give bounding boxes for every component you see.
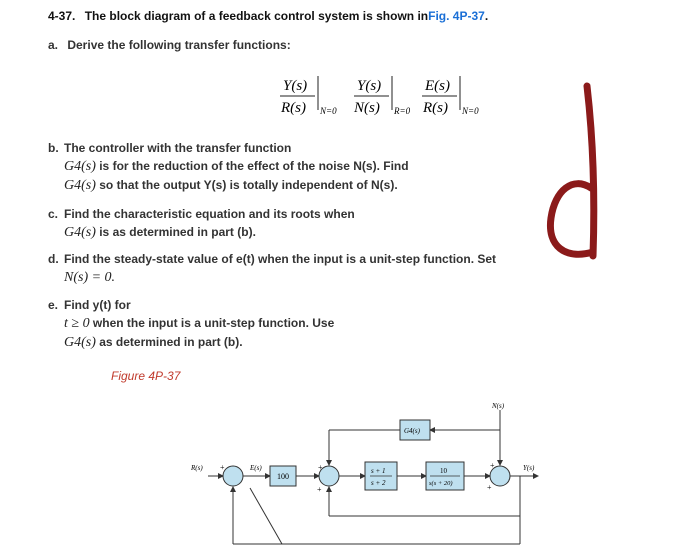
part-b-label: b. — [48, 141, 59, 155]
block-diagram — [190, 398, 550, 550]
tf-3-den: R(s) — [423, 100, 448, 116]
sign-plus-5: + — [317, 485, 322, 494]
part-b-math1: G4(s) — [64, 159, 96, 174]
tf-1 — [280, 76, 337, 116]
part-c — [48, 205, 355, 242]
part-a — [48, 38, 291, 52]
part-b-line3: so that the output Y(s) is totally independent of N(s). — [95, 178, 398, 192]
figure-caption: Figure 4P-37 — [111, 369, 181, 383]
transfer-function-list — [275, 72, 505, 122]
problem-number: 4-37. — [48, 9, 76, 23]
sign-plus-3: + — [490, 461, 495, 470]
part-d — [48, 250, 496, 287]
tf-2-cond: R=0 — [394, 106, 411, 116]
part-c-line1: Find the characteristic equation and its roots when — [64, 207, 355, 221]
lead-den: s + 2 — [371, 479, 386, 487]
part-d-label: d. — [48, 252, 59, 266]
label-n: N(s) — [492, 402, 505, 410]
part-c-line2: is as determined in part (b). — [95, 225, 256, 239]
sign-plus-1: + — [220, 463, 225, 472]
part-e-line1: Find y(t) for — [64, 298, 131, 312]
plant-den: s(s + 20) — [429, 480, 453, 487]
part-d-math: N(s) = 0. — [64, 270, 116, 285]
sign-plus-4: + — [487, 483, 492, 492]
part-e-line3: as determined in part (b). — [95, 335, 243, 349]
plant-num: 10 — [440, 467, 447, 475]
problem-intro: The block diagram of a feedback control system is shown in — [84, 9, 429, 23]
part-e-line2: when the input is a unit-step function. Use — [89, 316, 335, 330]
label-y: Y(s) — [523, 464, 535, 472]
part-e-label: e. — [48, 298, 59, 312]
tf-1-num: Y(s) — [283, 78, 308, 94]
part-e-math2: G4(s) — [64, 335, 96, 350]
label-e: E(s) — [250, 464, 262, 472]
gain-value: 100 — [277, 472, 289, 481]
tf-1-den: R(s) — [281, 100, 306, 116]
part-e — [48, 296, 334, 352]
part-b-line2: is for the reduction of the effect of the noise N(s). Find — [95, 159, 409, 173]
summing-junction-1 — [223, 466, 243, 486]
part-a-text: Derive the following transfer functions: — [67, 38, 291, 52]
part-c-label: c. — [48, 207, 59, 221]
part-b — [48, 139, 409, 195]
tf-3-num: E(s) — [425, 78, 450, 94]
tf-2-den: N(s) — [354, 100, 380, 116]
part-a-label: a. — [48, 38, 59, 52]
part-b-math2: G4(s) — [64, 178, 96, 193]
label-r: R(s) — [191, 464, 203, 472]
tf-1-cond: N=0 — [320, 106, 337, 116]
tf-2 — [353, 76, 411, 116]
problem-title: 4-37. The block diagram of a feedback control system is shown inFig. 4P-37. — [48, 9, 489, 23]
g4-label: G4(s) — [404, 427, 420, 435]
part-e-math1: t ≥ 0 — [64, 316, 90, 331]
tf-3-cond: N=0 — [462, 106, 479, 116]
part-b-line1: The controller with the transfer function — [64, 141, 292, 155]
tf-3 — [422, 76, 479, 116]
figure-link[interactable]: Fig. 4P-37 — [428, 9, 485, 23]
lead-num: s + 1 — [371, 467, 386, 475]
part-d-line1: Find the steady-state value of e(t) when the input is a unit-step function. Set — [64, 252, 497, 266]
tf-2-num: Y(s) — [357, 78, 382, 94]
part-c-math: G4(s) — [64, 225, 96, 240]
sign-plus-2: + — [318, 463, 323, 472]
handwritten-d-annotation — [535, 78, 615, 268]
